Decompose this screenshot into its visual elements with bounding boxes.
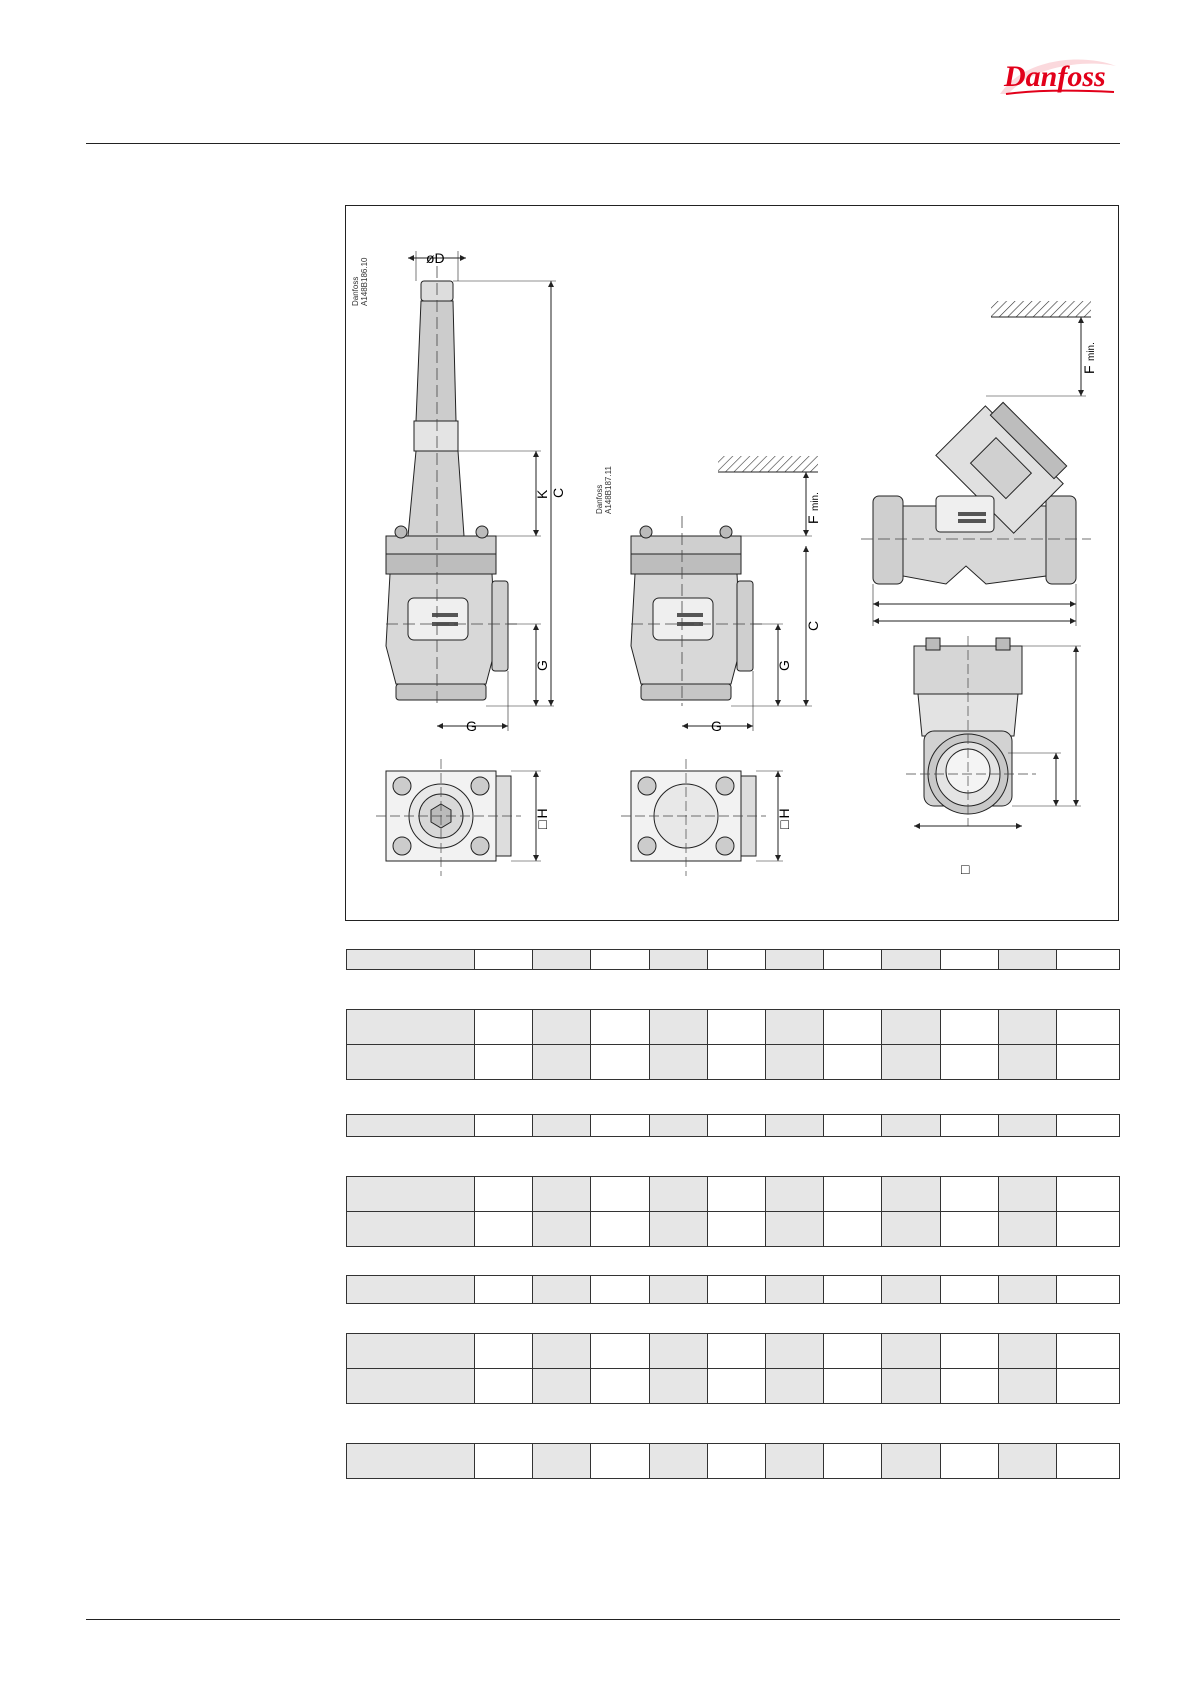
table-cell <box>765 1115 823 1137</box>
table-cell <box>998 1010 1056 1045</box>
table-cell <box>533 1010 591 1045</box>
table-cell <box>649 1177 707 1212</box>
table-cell <box>707 1444 765 1479</box>
table-cell <box>1057 1369 1120 1404</box>
table-cell <box>882 1369 940 1404</box>
table-6 <box>346 1333 1120 1404</box>
logo-wordmark: Danfoss <box>1004 60 1106 93</box>
table-cell <box>649 1276 707 1304</box>
table-cell <box>824 1045 882 1080</box>
table-7 <box>346 1443 1120 1479</box>
table-cell <box>882 950 940 970</box>
table-cell <box>533 1177 591 1212</box>
table-cell <box>998 1045 1056 1080</box>
table-cell <box>475 1369 533 1404</box>
table-row <box>347 1444 1120 1479</box>
table-cell <box>591 1115 649 1137</box>
table-cell <box>824 1334 882 1369</box>
table-cell <box>707 950 765 970</box>
table-cell <box>998 1115 1056 1137</box>
dim-label-g-h2: G <box>711 718 722 734</box>
drawing-company-1: Danfoss <box>351 276 360 306</box>
table-cell <box>649 1115 707 1137</box>
table-cell <box>998 950 1056 970</box>
table-cell <box>707 1010 765 1045</box>
dim-label-g-v1: G <box>534 660 550 671</box>
table-cell <box>591 1010 649 1045</box>
dim-label-f-1: F <box>805 515 821 524</box>
table-cell <box>765 1177 823 1212</box>
table-1 <box>346 949 1120 970</box>
table-cell <box>347 1045 475 1080</box>
table-cell <box>347 950 475 970</box>
table-cell <box>649 1334 707 1369</box>
table-cell <box>347 1177 475 1212</box>
dim-label-h-1: □H <box>534 808 550 829</box>
dimension-drawing <box>345 205 1119 921</box>
table-cell <box>882 1444 940 1479</box>
table-cell <box>940 1276 998 1304</box>
table-row <box>347 1212 1120 1247</box>
table-cell <box>475 1276 533 1304</box>
table-2 <box>346 1009 1120 1080</box>
table-cell <box>707 1369 765 1404</box>
table-4 <box>346 1176 1120 1247</box>
footer-rule <box>86 1619 1120 1620</box>
table-cell <box>1057 1177 1120 1212</box>
table-cell <box>475 1010 533 1045</box>
table-cell <box>765 1212 823 1247</box>
table-cell <box>882 1115 940 1137</box>
table-cell <box>347 1276 475 1304</box>
table-cell <box>882 1334 940 1369</box>
table-cell <box>824 1276 882 1304</box>
dim-label-fmin-2: min. <box>1086 342 1097 361</box>
table-cell <box>591 1212 649 1247</box>
table-cell <box>649 950 707 970</box>
table-cell <box>707 1276 765 1304</box>
table-cell <box>1057 950 1120 970</box>
table-cell <box>1057 1334 1120 1369</box>
dim-label-g-v2: G <box>776 660 792 671</box>
table-cell <box>1057 1115 1120 1137</box>
table-cell <box>824 1177 882 1212</box>
table-cell <box>533 1276 591 1304</box>
table-cell <box>533 1045 591 1080</box>
table-cell <box>533 1444 591 1479</box>
table-cell <box>591 1334 649 1369</box>
table-cell <box>940 1115 998 1137</box>
table-cell <box>533 1212 591 1247</box>
table-cell <box>347 1212 475 1247</box>
table-cell <box>940 1010 998 1045</box>
table-cell <box>998 1334 1056 1369</box>
table-cell <box>765 1010 823 1045</box>
drawing-1-ids <box>351 257 369 306</box>
table-cell <box>591 1177 649 1212</box>
table-row <box>347 1045 1120 1080</box>
table-cell <box>649 1045 707 1080</box>
table-cell <box>1057 1212 1120 1247</box>
table-cell <box>591 1369 649 1404</box>
table-cell <box>707 1177 765 1212</box>
table-cell <box>347 1444 475 1479</box>
dim-label-h-2: □H <box>776 808 792 829</box>
table-cell <box>475 1177 533 1212</box>
table-cell <box>882 1177 940 1212</box>
table-cell <box>591 950 649 970</box>
table-cell <box>475 1334 533 1369</box>
table-cell <box>998 1444 1056 1479</box>
table-cell <box>940 1212 998 1247</box>
table-cell <box>591 1276 649 1304</box>
dim-label-c-1: C <box>550 487 566 498</box>
table-cell <box>707 1045 765 1080</box>
table-row <box>347 950 1120 970</box>
table-cell <box>649 1444 707 1479</box>
table-cell <box>824 1115 882 1137</box>
table-cell <box>1057 1444 1120 1479</box>
table-cell <box>347 1334 475 1369</box>
dim-label-f-2: F <box>1081 365 1097 374</box>
table-cell <box>940 1334 998 1369</box>
table-cell <box>940 1369 998 1404</box>
drawing-id-2: A148B187.11 <box>604 466 613 514</box>
table-cell <box>649 1212 707 1247</box>
table-cell <box>940 1045 998 1080</box>
table-cell <box>765 950 823 970</box>
table-cell <box>765 1045 823 1080</box>
table-row <box>347 1115 1120 1137</box>
table-cell <box>998 1369 1056 1404</box>
table-cell <box>475 1444 533 1479</box>
drawing-svg <box>346 206 1120 922</box>
table-cell <box>1057 1276 1120 1304</box>
table-cell <box>882 1212 940 1247</box>
table-cell <box>765 1444 823 1479</box>
table-cell <box>707 1115 765 1137</box>
table-cell <box>1057 1045 1120 1080</box>
table-cell <box>765 1369 823 1404</box>
table-cell <box>765 1276 823 1304</box>
dim-label-c-2: C <box>805 620 821 631</box>
table-cell <box>824 1369 882 1404</box>
table-cell <box>824 950 882 970</box>
table-cell <box>533 1115 591 1137</box>
table-3 <box>346 1114 1120 1137</box>
dim-label-k: K <box>534 489 550 499</box>
table-cell <box>591 1045 649 1080</box>
dim-label-g-h1: G <box>466 718 477 734</box>
table-cell <box>475 1212 533 1247</box>
dim-label-square-3: □ <box>961 861 970 877</box>
table-cell <box>998 1276 1056 1304</box>
dim-label-dia-d: øD <box>426 250 445 266</box>
drawing-2-ids <box>595 466 613 514</box>
table-cell <box>475 1115 533 1137</box>
dim-label-fmin-1: min. <box>810 492 821 511</box>
header-rule <box>86 143 1120 144</box>
table-cell <box>347 1369 475 1404</box>
table-cell <box>882 1010 940 1045</box>
table-cell <box>998 1177 1056 1212</box>
table-cell <box>475 1045 533 1080</box>
table-row <box>347 1276 1120 1304</box>
table-cell <box>591 1444 649 1479</box>
table-cell <box>940 1177 998 1212</box>
table-cell <box>940 1444 998 1479</box>
table-cell <box>1057 1010 1120 1045</box>
table-cell <box>533 1334 591 1369</box>
table-cell <box>940 950 998 970</box>
table-cell <box>824 1444 882 1479</box>
table-cell <box>649 1010 707 1045</box>
table-cell <box>533 950 591 970</box>
table-cell <box>824 1212 882 1247</box>
table-cell <box>998 1212 1056 1247</box>
drawing-id-1: A148B186.10 <box>360 257 369 306</box>
table-cell <box>347 1010 475 1045</box>
table-cell <box>649 1369 707 1404</box>
table-row <box>347 1334 1120 1369</box>
table-cell <box>707 1334 765 1369</box>
table-cell <box>707 1212 765 1247</box>
table-cell <box>882 1276 940 1304</box>
drawing-company-2: Danfoss <box>595 484 604 514</box>
table-row <box>347 1177 1120 1212</box>
danfoss-logo <box>996 50 1120 106</box>
table-row <box>347 1369 1120 1404</box>
table-cell <box>533 1369 591 1404</box>
table-row <box>347 1010 1120 1045</box>
table-cell <box>824 1010 882 1045</box>
table-cell <box>347 1115 475 1137</box>
table-cell <box>882 1045 940 1080</box>
table-5 <box>346 1275 1120 1304</box>
table-cell <box>475 950 533 970</box>
table-cell <box>765 1334 823 1369</box>
